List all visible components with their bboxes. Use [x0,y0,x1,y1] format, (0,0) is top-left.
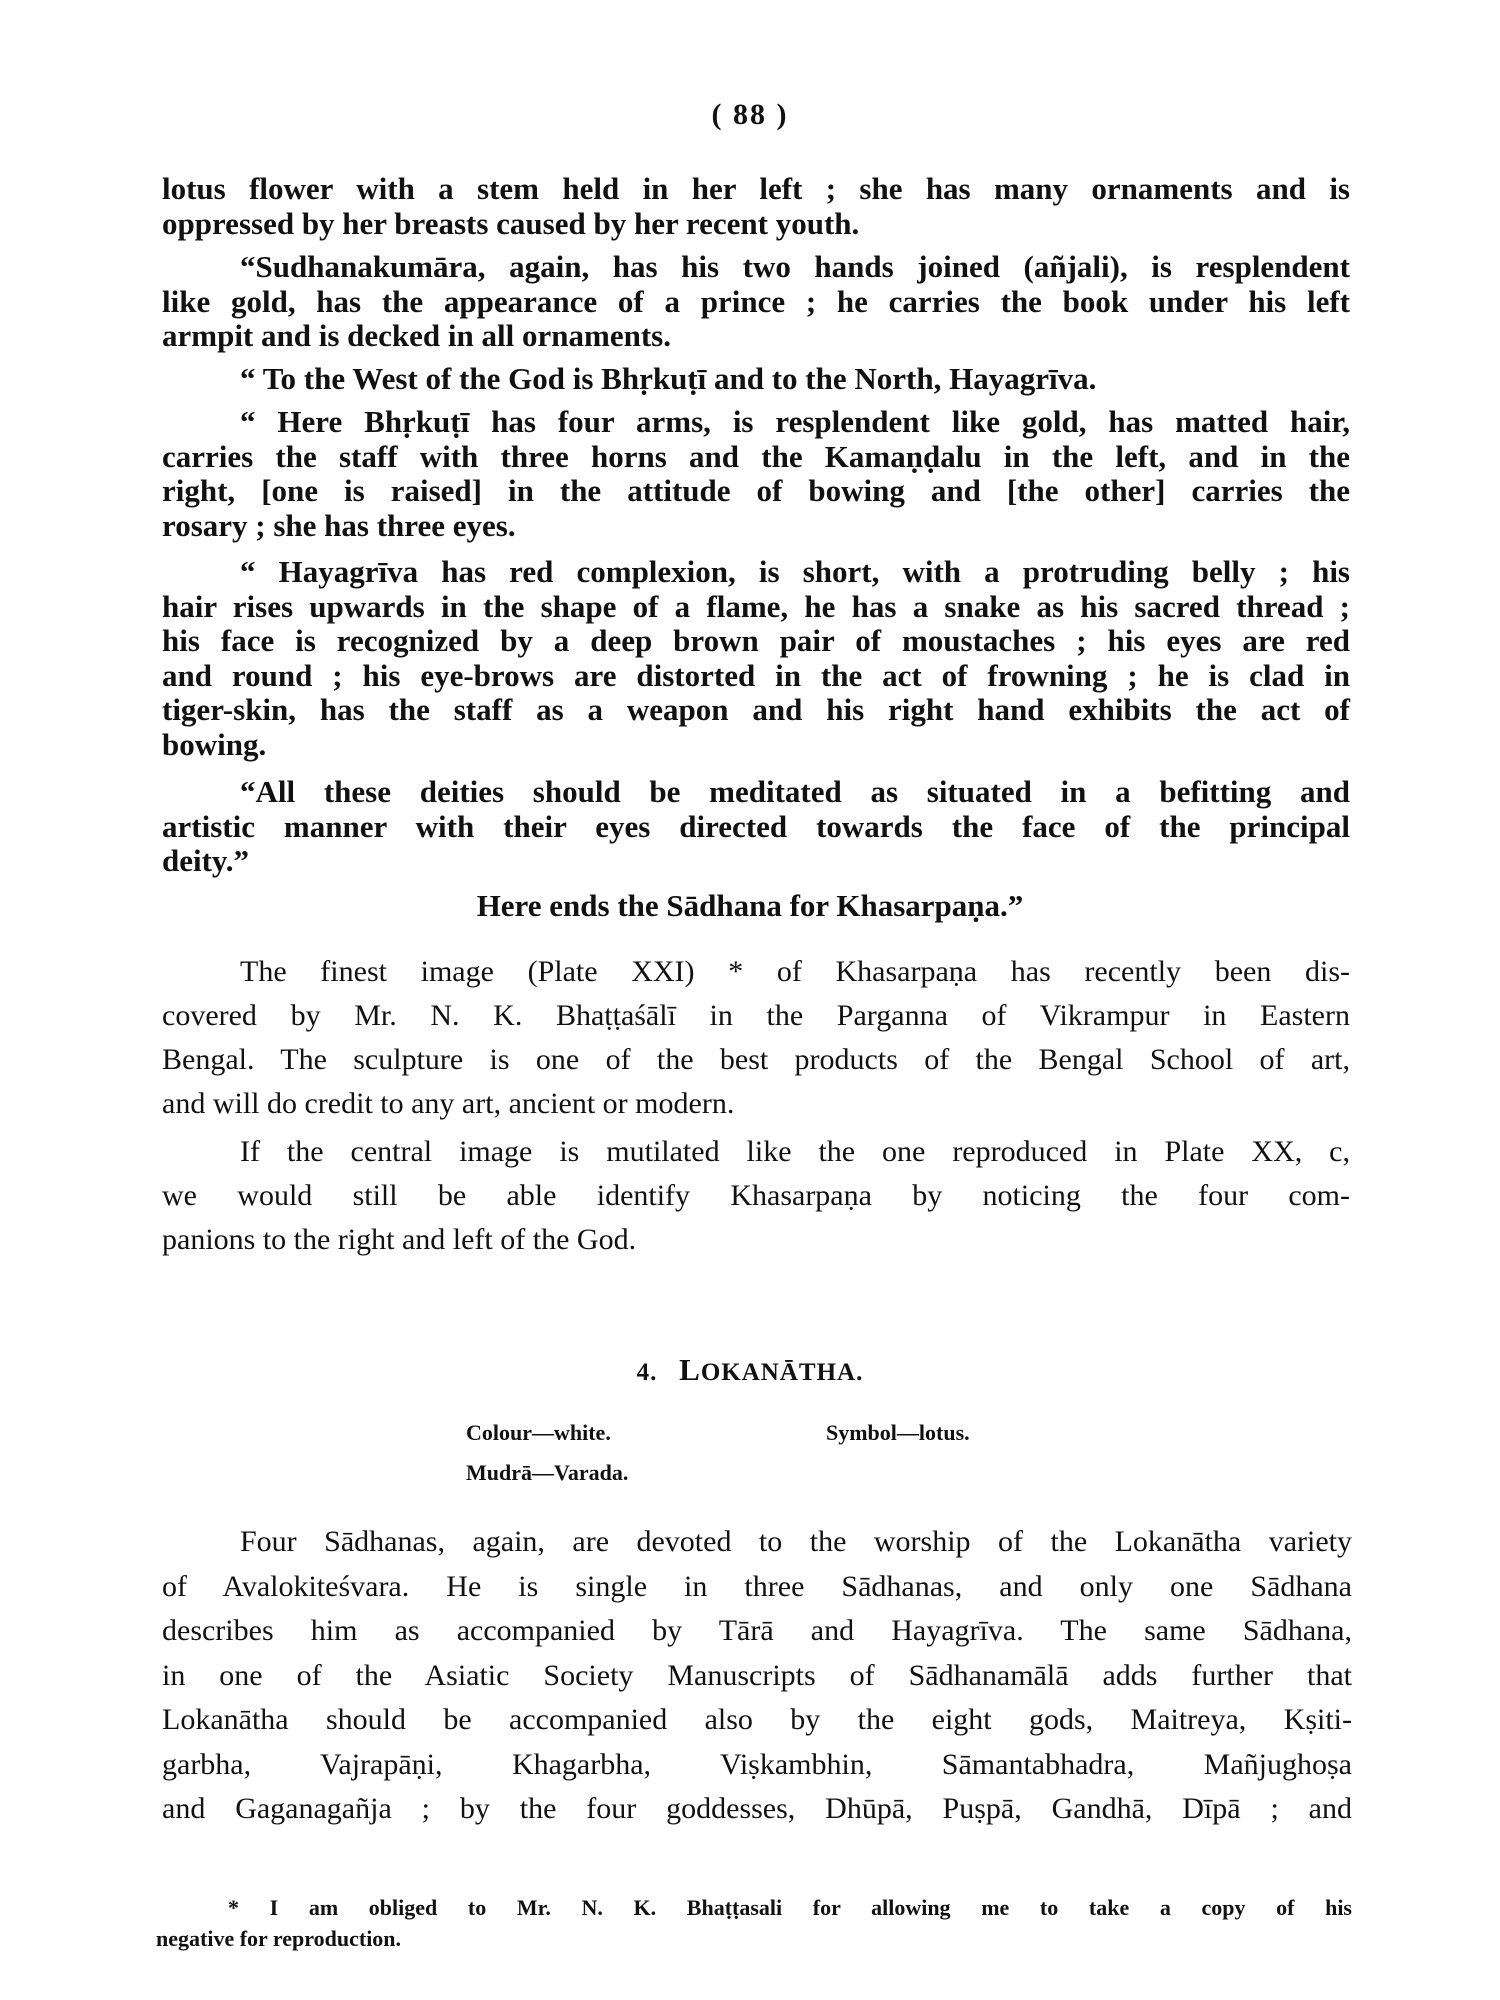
text-line: artistic manner with their eyes directed towards the face of the principal [162,808,1350,844]
mudra-attribute: Mudrā—Varada. [466,1460,629,1485]
page-number: ( 88 ) [711,98,789,131]
symbol-attribute: Symbol—lotus. [826,1420,970,1445]
text-line: “ To the West of the God is Bhṛkuṭī and to the North, Hayagrīva. [240,361,1097,396]
text-line: rosary ; she has three eyes. [162,507,516,543]
text-line: bowing. [162,726,267,762]
section-heading [0,1352,1500,1388]
paragraph-west-of-god [162,362,1350,397]
paragraph-all-deities [162,775,1350,879]
section-number: 4. [636,1359,658,1386]
text-line: The finest image (Plate XXI) * of Khasarpaṇa has recently been dis- [240,955,1350,988]
text-line: in one of the Asiatic Society Manuscripts of Sādhanamālā adds further that [162,1658,1352,1692]
text-line: “All these deities should be meditated as situated in a befitting and [240,774,1350,809]
colour-attribute: Colour—white. [466,1420,611,1445]
footnote-line: negative for reproduction. [156,1926,402,1951]
text-line: Lokanātha should be accompanied also by the eight gods, Maitreya, Kṣiti- [162,1703,1352,1736]
text-line: panions to the right and left of the God. [162,1223,637,1256]
paragraph-finest-image [162,950,1350,1126]
text-line: garbha, Vajrapāṇi, Khagarbha, Viṣkambhin, Sāmantabhadra, Mañjughoṣa [162,1747,1352,1781]
paragraph-bhrkuti [162,405,1350,543]
text-line: covered by Mr. N. K. Bhaṭṭaśālī in the Parganna of Vikrampur in Eastern [162,999,1350,1032]
text-line: like gold, has the appearance of a prince ; he carries the book under his left [162,283,1350,319]
text-line: Four Sādhanas, again, are devoted to the worship of the Lokanātha variety [240,1525,1352,1558]
text-line: “ Hayagrīva has red complexion, is short, with a protruding belly ; his [240,554,1350,589]
text-line: and Gaganagañja ; by the four goddesses, Dhūpā, Puṣpā, Gandhā, Dīpā ; and [162,1792,1352,1825]
text-line: and will do credit to any art, ancient or modern. [162,1087,735,1120]
paragraph-lotus-flower [162,172,1350,241]
paragraph-four-sadhanas [162,1520,1352,1832]
text-line: If the central image is mutilated like the one reproduced in Plate XX, c, [240,1135,1350,1168]
paragraph-hayagriva [162,555,1350,762]
section-title-initial: L [679,1352,701,1387]
text-line: right, [one is raised] in the attitude of bowing and [the other] carries the [162,473,1350,508]
text-line: his face is recognized by a deep brown pair of moustaches ; his eyes are red [162,623,1350,658]
text-line: “Sudhanakumāra, again, has his two hands joined (añjali), is resplendent [240,249,1350,284]
text-line: we would still be able identify Khasarpaṇa by noticing the four com- [162,1179,1350,1212]
text-line: Bengal. The sculpture is one of the best products of the Bengal School of art, [162,1043,1350,1076]
text-line: oppressed by her breasts caused by her recent youth. [162,205,860,241]
text-line: and round ; his eye-brows are distorted in the act of frowning ; he is clad in [162,657,1350,693]
text-line: of Avalokiteśvara. He is single in three Sādhanas, and only one Sādhana [162,1569,1352,1603]
text-line: “ Here Bhṛkuṭī has four arms, is resplendent like gold, has matted hair, [240,404,1350,439]
sadhana-closing-line: Here ends the Sādhana for Khasarpaṇa.” [476,888,1024,923]
text-line: tiger-skin, has the staff as a weapon and his right hand exhibits the act of [162,692,1350,727]
footnote [156,1892,1352,1954]
text-line: armpit and is decked in all ornaments. [162,318,671,353]
footnote-line: * I am obliged to Mr. N. K. Bhaṭṭasali for allowing me to take a copy of his [228,1895,1352,1920]
paragraph-central-image [162,1130,1350,1262]
text-line: hair rises upwards in the shape of a flame, he has a snake as his sacred thread ; [162,588,1350,624]
text-line: describes him as accompanied by Tārā and Hayagrīva. The same Sādhana, [162,1614,1352,1647]
paragraph-sudhanakumara [162,250,1350,354]
text-line: lotus flower with a stem held in her left ; she has many ornaments and is [162,171,1350,206]
text-line: carries the staff with three horns and the Kamaṇḍalu in the left, and in the [162,438,1350,474]
text-line: deity.” [162,843,249,878]
section-title-rest: OKANĀTHA. [700,1359,864,1386]
